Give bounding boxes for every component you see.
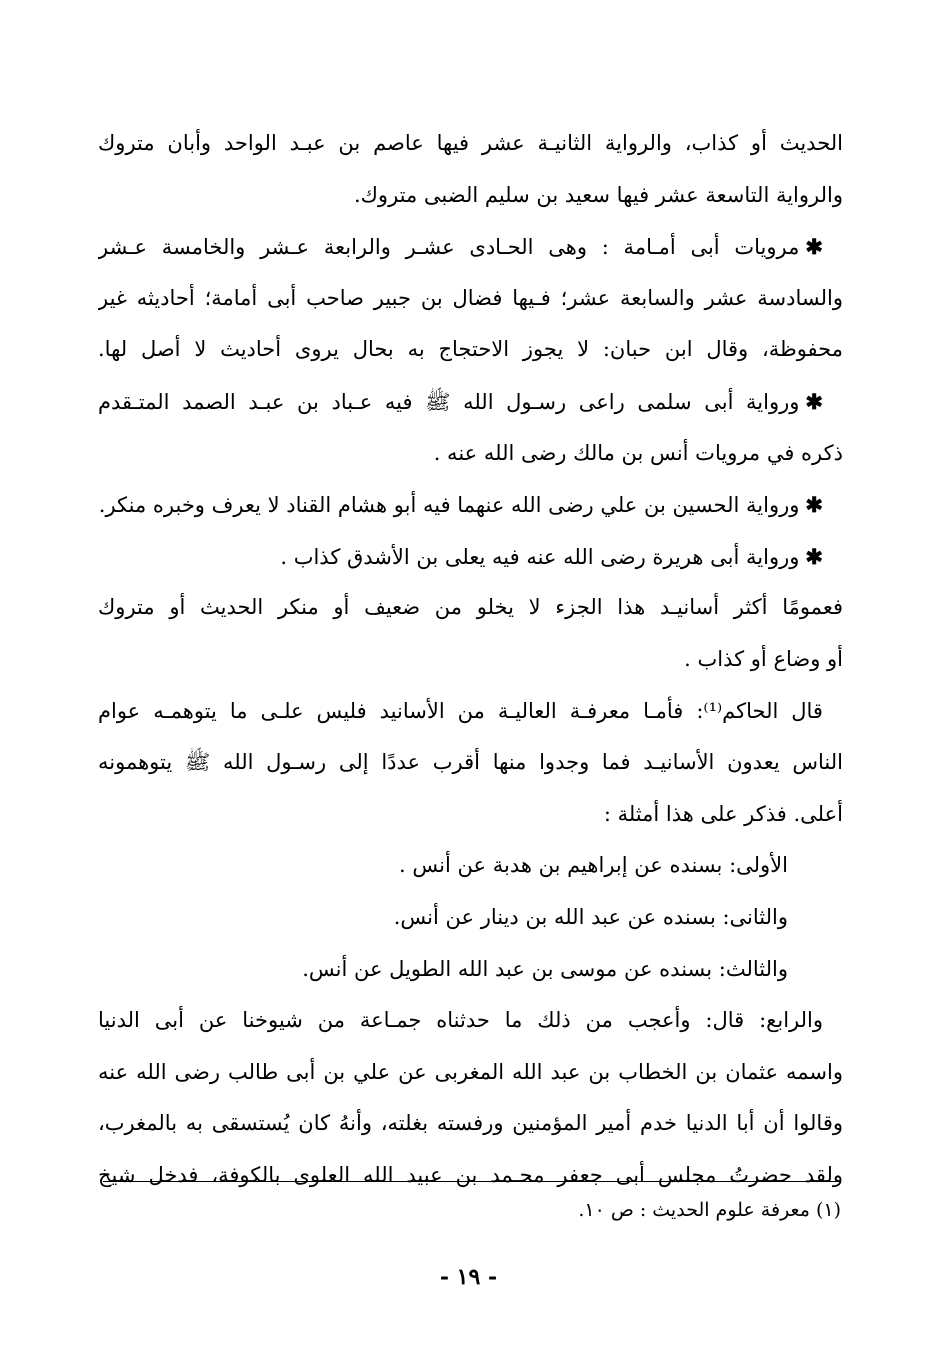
text-line	[98, 324, 843, 376]
line-text: الناس يعدون الأسانيـد فما وجدوا منها أقرب عددًا إلى رسـول الله ﷺ يتوهمونه	[98, 750, 843, 775]
bullet-star-icon: ✱	[805, 492, 823, 518]
text-line	[98, 995, 843, 1047]
line-text: ذكره في مرويات أنس بن مالك رضى الله عنه .	[433, 440, 843, 465]
line-text: والسادسة عشر والسابعة عشر؛ فـيها فضال بن جبير صاحب أبى أمامة؛ أحاديثه غير	[98, 285, 843, 310]
text-line	[98, 944, 843, 996]
page-number: - ١٩ -	[439, 1264, 498, 1290]
text-line	[98, 273, 843, 325]
line-text: والرواية التاسعة عشر فيها سعيد بن سليم الضبى متروك.	[353, 182, 843, 207]
line-text: واسمه عثمان بن الخطاب بن عبد الله المغربى عن علي بن أبى طالب رضى الله عنه	[98, 1059, 843, 1084]
line-text: مرويات أبى أمـامة : وهى الحـادى عشـر والرابعة عـشر والخامسة عـشر	[98, 235, 800, 260]
text-line	[98, 789, 843, 841]
page-body	[98, 118, 843, 1201]
line-text: فعمومًا أكثر أسانيـد هذا الجزء لا يخلو من ضعيف أو منكر الحديث أو متروك	[98, 595, 843, 620]
footnote: (١) معرفة علوم الحديث : ص ١٠.	[578, 1199, 841, 1221]
text-line	[98, 376, 843, 428]
line-text: ولقد حضرتُ مجلس أبى جعفر محـمد بن عبيد الله العلوى بالكوفة، فدخل شيخ	[98, 1162, 843, 1187]
text-line	[98, 221, 843, 273]
line-text: والثالث: بسنده عن موسى بن عبد الله الطويل عن أنس.	[302, 956, 788, 981]
text-line	[98, 686, 843, 738]
text-line	[98, 428, 843, 480]
line-text: ورواية أبى هريرة رضى الله عنه فيه يعلى بن الأشدق كذاب .	[280, 544, 800, 569]
text-line	[98, 582, 843, 634]
text-line	[98, 1047, 843, 1099]
line-text: أو وضاع أو كذاب .	[684, 646, 843, 671]
text-line	[98, 737, 843, 789]
text-line	[98, 170, 843, 222]
line-text: محفوظة، وقال ابن حبان: لا يجوز الاحتجاج به بحال يروى أحاديث لا أصل لها.	[98, 337, 843, 362]
line-text: الحديث أو كذاب، والرواية الثانيـة عشر فيها عاصم بن عبـد الواحد وأبان متروك	[98, 131, 843, 155]
line-text: وقالوا أن أبا الدنيا خدم أمير المؤمنين ورفسته بغلته، وأنهُ كان يُستسقى به بالمغرب،	[98, 1111, 843, 1136]
line-text: قال الحاكم⁽¹⁾: فأمـا معرفـة العاليـة من الأسانيد فليس علـى ما يتوهمـه عوام	[98, 698, 823, 723]
text-line	[98, 1098, 843, 1150]
line-text: والرابع: قال: وأعجب من ذلك ما حدثناه جمـاعة من شيوخنا عن أبى الدنيا	[98, 1008, 823, 1033]
text-line	[98, 118, 843, 170]
bullet-star-icon: ✱	[805, 543, 823, 569]
bullet-star-icon: ✱	[805, 388, 823, 414]
line-text: والثانى: بسنده عن عبد الله بن دينار عن أنس.	[393, 904, 788, 929]
line-text: أعلى. فذكر على هذا أمثلة :	[603, 801, 843, 826]
text-line	[98, 892, 843, 944]
text-line	[98, 531, 843, 583]
line-text: الأولى: بسنده عن إبراهيم بن هدبة عن أنس .	[399, 853, 788, 878]
line-text: ورواية الحسين بن علي رضى الله عنهما فيه أبو هشام القناد لا يعرف وخبره منكر.	[98, 493, 800, 518]
text-line	[98, 840, 843, 892]
footnote-separator	[103, 1181, 841, 1182]
bullet-star-icon: ✱	[805, 234, 823, 260]
text-line	[98, 479, 843, 531]
text-line	[98, 634, 843, 686]
line-text: ورواية أبى سلمى راعى رسـول الله ﷺ فيه عـباد بن عبـد الصمد المتـقدم	[98, 389, 800, 414]
